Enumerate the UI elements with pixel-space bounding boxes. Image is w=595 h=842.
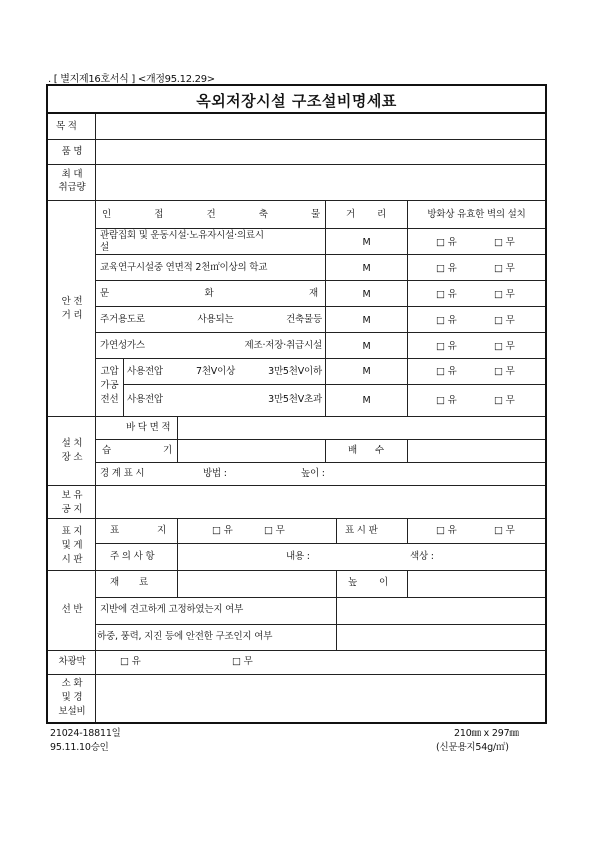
checkbox-no[interactable]: □ 무 xyxy=(494,525,515,536)
distance-unit: M xyxy=(362,395,371,406)
label-drainage: 배 수 xyxy=(348,445,384,456)
label-sign-3: 시 판 xyxy=(61,554,83,565)
safety-row-4: 주거용도로 사용되는 건축물등 xyxy=(100,314,322,325)
label-install-1: 설 치 xyxy=(61,438,83,449)
checkbox-yes[interactable]: □ 유 xyxy=(436,525,457,536)
form-title: 옥외저장시설 구조설비명세표 xyxy=(48,88,545,114)
safety-row-1-line-2: 설 xyxy=(100,242,109,253)
checkbox-yes[interactable]: □ 유 xyxy=(436,395,457,406)
label-sign-2: 및 게 xyxy=(61,540,83,551)
footer-paper: (신문용지54g/㎡) xyxy=(436,742,509,753)
checkbox-no[interactable]: □ 무 xyxy=(494,341,515,352)
checkbox-no[interactable]: □ 무 xyxy=(494,289,515,300)
label-content: 내용 : xyxy=(286,551,310,562)
col-header-firewall: 방화상 유효한 벽의 설치 xyxy=(427,209,526,220)
label-shelf-height: 높 이 xyxy=(348,577,388,588)
footer-approval: 95.11.10승인 xyxy=(50,742,109,753)
label-humidity: 습 기 xyxy=(102,445,172,456)
checkbox-yes[interactable]: □ 유 xyxy=(436,237,457,248)
distance-unit: M xyxy=(362,237,371,248)
label-fire-3: 보설비 xyxy=(58,706,86,717)
label-sign-board: 표 시 판 xyxy=(345,525,378,536)
checkbox-yes[interactable]: □ 유 xyxy=(436,289,457,300)
label-floor-area: 바 닥 면 적 xyxy=(126,422,171,433)
label-fence-height: 높이 : xyxy=(301,468,325,479)
checkbox-yes[interactable]: □ 유 xyxy=(212,525,233,536)
distance-unit: M xyxy=(362,341,371,352)
form-reference: . [ 별지제16호서식 ] <개정95.12.29> xyxy=(48,74,215,85)
safety-row-2: 교육연구시설중 연면적 2천㎡이상의 학교 xyxy=(100,262,268,273)
checkbox-yes[interactable]: □ 유 xyxy=(436,341,457,352)
label-fire-1: 소 화 xyxy=(61,678,83,689)
label-install-2: 장 소 xyxy=(61,452,83,463)
label-purpose: 목 적 xyxy=(56,121,77,132)
col-header-building: 인 접 건 축 물 xyxy=(102,209,320,220)
checkbox-no[interactable]: □ 무 xyxy=(232,656,253,667)
label-boundary: 경 계 표 시 xyxy=(100,468,145,479)
label-item: 품 명 xyxy=(61,146,83,157)
distance-unit: M xyxy=(362,289,371,300)
label-retain-2: 공 지 xyxy=(61,504,83,515)
label-material: 재 료 xyxy=(110,577,148,588)
col-header-distance: 거 리 xyxy=(346,209,386,220)
checkbox-yes[interactable]: □ 유 xyxy=(436,263,457,274)
footer-code: 21024-18811일 xyxy=(50,728,121,739)
hv-label-2: 가공 xyxy=(100,380,119,391)
checkbox-yes[interactable]: □ 유 xyxy=(120,656,141,667)
footer-size: 210㎜ x 297㎜ xyxy=(454,728,519,739)
safety-row-1-line-1: 관람집회 및 운동시설·노유자시설·의료시 xyxy=(100,230,264,241)
checkbox-yes[interactable]: □ 유 xyxy=(436,315,457,326)
safety-row-7: 사용전압 3만5천V초과 xyxy=(127,394,322,405)
label-shelf: 선 반 xyxy=(61,604,83,615)
label-color: 색상 : xyxy=(410,551,434,562)
label-method: 방법 : xyxy=(203,468,227,479)
checkbox-no[interactable]: □ 무 xyxy=(494,237,515,248)
checkbox-no[interactable]: □ 무 xyxy=(494,315,515,326)
label-sign-mark: 표 지 xyxy=(110,525,166,536)
label-max-qty-1: 최 대 xyxy=(61,169,83,180)
checkbox-no[interactable]: □ 무 xyxy=(264,525,285,536)
label-fire-2: 및 경 xyxy=(61,692,83,703)
checkbox-no[interactable]: □ 무 xyxy=(494,263,515,274)
label-retain-1: 보 유 xyxy=(61,490,83,501)
checkbox-no[interactable]: □ 무 xyxy=(494,395,515,406)
label-safety-2: 거 리 xyxy=(61,310,83,321)
hv-label-1: 고압 xyxy=(100,366,119,377)
label-ground-fixed: 지반에 견고하게 고정하였는지 여부 xyxy=(100,604,244,615)
hv-label-3: 전선 xyxy=(100,394,119,405)
safety-row-3: 문 화 재 xyxy=(100,288,318,299)
distance-unit: M xyxy=(362,263,371,274)
label-safety-1: 안 전 xyxy=(61,296,83,307)
checkbox-yes[interactable]: □ 유 xyxy=(436,366,457,377)
distance-unit: M xyxy=(362,366,371,377)
label-caution: 주 의 사 항 xyxy=(110,551,155,562)
distance-unit: M xyxy=(362,315,371,326)
label-shield: 차광막 xyxy=(58,656,86,667)
safety-row-6: 사용전압 7천V이상 3만5천V이하 xyxy=(127,366,322,377)
checkbox-no[interactable]: □ 무 xyxy=(494,366,515,377)
safety-row-5: 가연성가스 제조·저장·취급시설 xyxy=(100,340,322,351)
label-sign-1: 표 지 xyxy=(61,526,83,537)
label-max-qty-2: 취급량 xyxy=(58,182,86,193)
label-structure-safe: 하중, 풍력, 지진 등에 안전한 구조인지 여부 xyxy=(97,631,273,642)
